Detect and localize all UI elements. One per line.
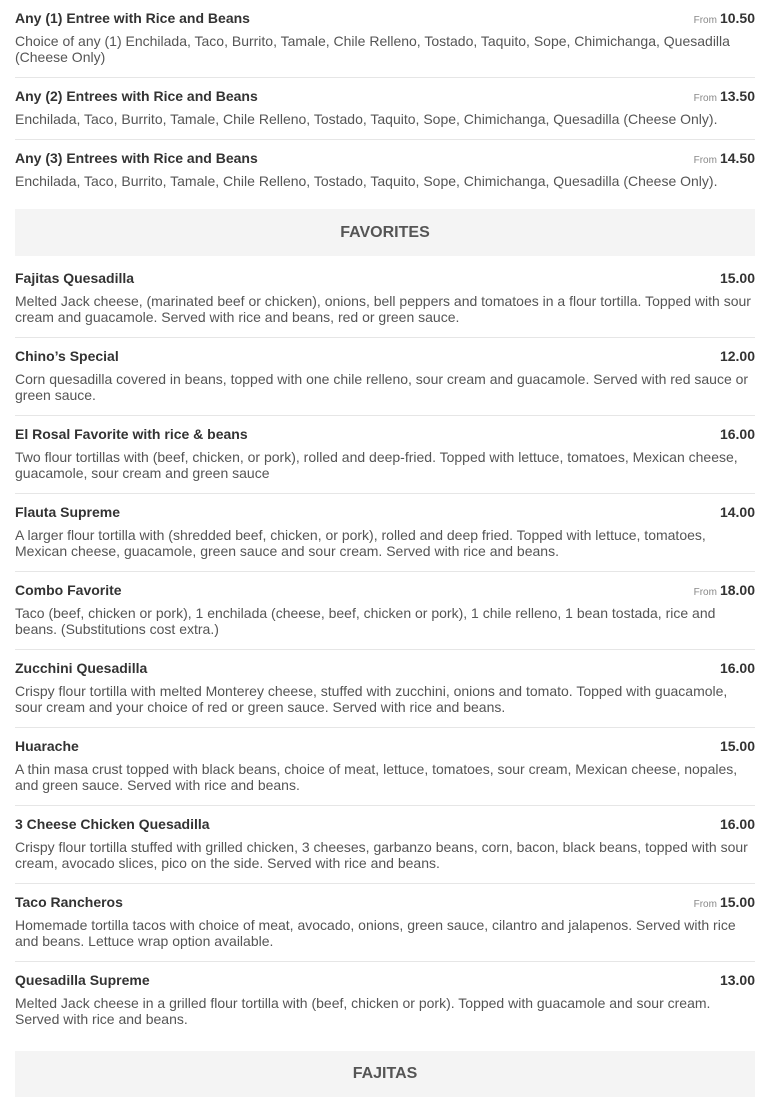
menu-item-description: Two flour tortillas with (beef, chicken, or pork), rolled and deep-fried. Topped with lettuce, tomatoes, Mexican cheese, guacamole, sour cream and green sauce	[15, 449, 738, 481]
menu-item-description: Melted Jack cheese, (marinated beef or chicken), onions, bell peppers and tomatoes in a flour tortilla. Topped with sour cream and guacamole. Served with rice and beans, red or green sauce.	[15, 293, 751, 325]
menu-item-price	[694, 894, 755, 913]
price-amount: 13.00	[719, 972, 755, 988]
menu-item-header	[15, 426, 755, 442]
menu-item-name: Chino’s Special	[15, 348, 119, 364]
menu-item-price	[720, 270, 755, 286]
menu-item-price	[694, 150, 755, 169]
menu-item-name: Fajitas Quesadilla	[15, 270, 135, 286]
menu-item-name: Combo Favorite	[15, 582, 122, 598]
menu-item[interactable]	[15, 78, 755, 140]
menu-item-description: A larger flour tortilla with (shredded beef, chicken, or pork), rolled and deep fried. Topped with lettuce, tomatoes, Mexican cheese, guacamole, green sauce and sour cream. Served with rice and beans.	[15, 527, 706, 559]
menu-item-header	[15, 348, 755, 364]
menu-item-price	[694, 582, 755, 601]
menu-item-description: Corn quesadilla covered in beans, topped with one chile relleno, sour cream and guacamole. Served with red sauce or green sauce.	[15, 371, 749, 403]
menu-item[interactable]	[15, 0, 755, 78]
menu-item-price	[720, 504, 755, 520]
menu-item-price	[720, 972, 755, 988]
price-from-label: From	[693, 587, 717, 598]
menu-item-name: 3 Cheese Chicken Quesadilla	[15, 816, 210, 832]
price-amount: 15.00	[719, 270, 755, 286]
menu-item[interactable]	[15, 338, 755, 416]
menu-item-name: Any (1) Entree with Rice and Beans	[15, 10, 250, 26]
menu-item-header	[15, 972, 755, 988]
menu-item-header	[15, 270, 755, 286]
menu-item-name: Any (3) Entrees with Rice and Beans	[15, 150, 258, 166]
menu-item-name: Flauta Supreme	[15, 504, 121, 520]
price-from-label: From	[693, 899, 717, 910]
menu-item-description: Homemade tortilla tacos with choice of meat, avocado, onions, green sauce, cilantro and jalapenos. Served with rice and beans. Lettuce wrap option available.	[15, 917, 736, 949]
menu-item-header	[15, 150, 755, 166]
menu-item[interactable]	[15, 494, 755, 572]
price-amount: 10.50	[719, 10, 755, 26]
menu-item-header	[15, 816, 755, 832]
menu-item[interactable]	[15, 884, 755, 962]
price-from-label: From	[693, 15, 717, 26]
menu-item[interactable]	[15, 806, 755, 884]
price-from-label: From	[693, 155, 717, 166]
menu-item-description: Crispy flour tortilla stuffed with grilled chicken, 3 cheeses, garbanzo beans, corn, bacon, black beans, topped with sour cream, avocado slices, pico on the side. Served with rice and beans.	[15, 839, 748, 871]
price-amount: 12.00	[719, 348, 755, 364]
price-amount: 13.50	[719, 88, 755, 104]
menu-item-header	[15, 504, 755, 520]
price-amount: 16.00	[719, 426, 755, 442]
menu-item-price	[720, 660, 755, 676]
menu-item[interactable]	[15, 650, 755, 728]
menu-item-price	[720, 348, 755, 364]
menu-item-name: Huarache	[15, 738, 79, 754]
price-amount: 18.00	[719, 582, 755, 598]
menu-item-name: Taco Rancheros	[15, 894, 123, 910]
menu-item-description: Enchilada, Taco, Burrito, Tamale, Chile Relleno, Tostado, Taquito, Sope, Chimichanga, Quesadilla (Cheese Only).	[15, 111, 718, 127]
menu-item-name: Quesadilla Supreme	[15, 972, 150, 988]
menu-item[interactable]	[15, 962, 755, 1039]
menu-item-description: Taco (beef, chicken or pork), 1 enchilada (cheese, beef, chicken or pork), 1 chile relleno, 1 bean tostada, rice and beans. (Substitutions cost extra.)	[15, 605, 716, 637]
price-amount: 15.00	[719, 894, 755, 910]
menu-item-price	[720, 426, 755, 442]
section-header-favorites: FAVORITES	[15, 209, 755, 256]
menu-item-header	[15, 738, 755, 754]
menu-item-description: Enchilada, Taco, Burrito, Tamale, Chile Relleno, Tostado, Taquito, Sope, Chimichanga, Quesadilla (Cheese Only).	[15, 173, 718, 189]
menu-item[interactable]	[15, 572, 755, 650]
menu-item[interactable]	[15, 728, 755, 806]
menu-item[interactable]	[15, 260, 755, 338]
menu-item-description: A thin masa crust topped with black beans, choice of meat, lettuce, tomatoes, sour cream, Mexican cheese, nopales, and green sauce. Served with rice and beans.	[15, 761, 738, 793]
menu-item-header	[15, 88, 755, 104]
menu-item-price	[720, 816, 755, 832]
price-amount: 16.00	[719, 816, 755, 832]
menu-item-header	[15, 582, 755, 598]
menu-item-price	[694, 10, 755, 29]
menu-item-name: Zucchini Quesadilla	[15, 660, 148, 676]
menu-item-price	[694, 88, 755, 107]
menu-item-description: Choice of any (1) Enchilada, Taco, Burrito, Tamale, Chile Relleno, Tostado, Taquito, Sope, Chimichanga, Quesadilla (Cheese Only)	[15, 33, 730, 65]
price-amount: 15.00	[719, 738, 755, 754]
price-amount: 14.50	[719, 150, 755, 166]
menu-item-name: El Rosal Favorite with rice & beans	[15, 426, 248, 442]
menu-item-name: Any (2) Entrees with Rice and Beans	[15, 88, 258, 104]
section-header-fajitas: FAJITAS	[15, 1051, 755, 1097]
price-amount: 14.00	[719, 504, 755, 520]
menu-item[interactable]	[15, 140, 755, 201]
menu-item-header	[15, 894, 755, 910]
menu-item-header	[15, 10, 755, 26]
menu-item-header	[15, 660, 755, 676]
price-amount: 16.00	[719, 660, 755, 676]
menu-item[interactable]	[15, 416, 755, 494]
price-from-label: From	[693, 93, 717, 104]
menu-item-description: Melted Jack cheese in a grilled flour tortilla with (beef, chicken or pork). Topped with guacamole and sour cream. Served with rice and beans.	[15, 995, 711, 1027]
menu-item-description: Crispy flour tortilla with melted Monterey cheese, stuffed with zucchini, onions and tomato. Topped with guacamole, sour cream and your choice of red or green sauce. Served with rice and beans.	[15, 683, 728, 715]
menu-item-price	[720, 738, 755, 754]
